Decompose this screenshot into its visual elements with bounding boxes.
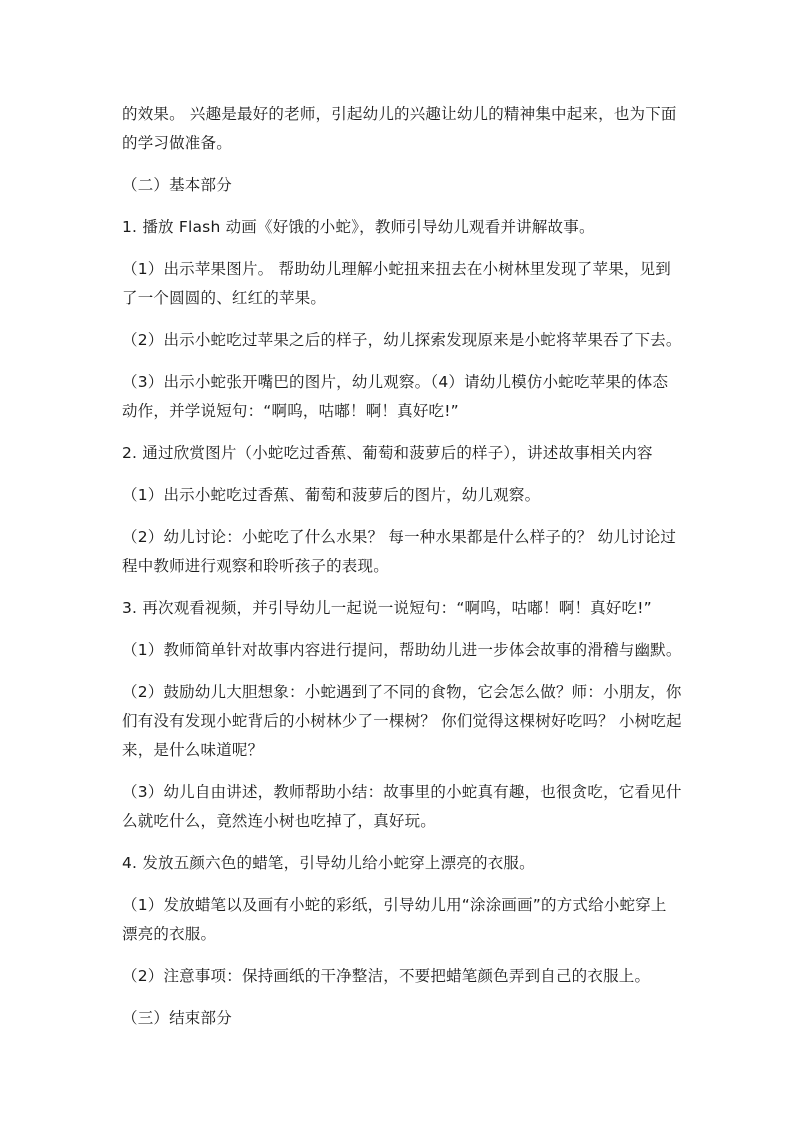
step-3-item-2: （2）鼓励幼儿大胆想象：小蛇遇到了不同的食物，它会怎么做？师：小朋友，你们有没有发现小蛇背后的小树林少了一棵树？ 你们觉得这棵树好吃吗？ 小树吃起来，是什么味道呢？ [122, 683, 682, 759]
step-1-heading: 1. 播放 Flash 动画《好饿的小蛇》，教师引导幼儿观看并讲解故事。 [122, 218, 595, 236]
step-3-heading: 3. 再次观看视频，并引导幼儿一起说一说短句：“啊呜，咕嘟！啊！真好吃!” [122, 599, 652, 617]
step-2-item-2: （2）幼儿讨论：小蛇吃了什么水果？ 每一种水果都是什么样子的？ 幼儿讨论过程中教师进行观察和聆听孩子的表现。 [122, 528, 677, 575]
step-4-heading: 4. 发放五颜六色的蜡笔，引导幼儿给小蛇穿上漂亮的衣服。 [122, 854, 535, 872]
section-heading-basic-part: （二）基本部分 [122, 176, 232, 194]
step-4-item-2: （2）注意事项：保持画纸的干净整洁，不要把蜡笔颜色弄到自己的衣服上。 [122, 967, 651, 985]
step-1-item-3-4: （3）出示小蛇张开嘴巴的图片，幼儿观察。（4）请幼儿模仿小蛇吃苹果的体态动作，并学说短句：“啊呜，咕嘟！啊！真好吃!” [122, 373, 669, 420]
step-2-item-1: （1）出示小蛇吃过香蕉、葡萄和菠萝后的图片，幼儿观察。 [122, 486, 541, 504]
step-3-item-3: （3）幼儿自由讲述，教师帮助小结：故事里的小蛇真有趣，也很贪吃，它看见什么就吃什么，竟然连小树也吃掉了，真好玩。 [122, 783, 682, 830]
step-1-item-2: （2）出示小蛇吃过苹果之后的样子，幼儿探索发现原来是小蛇将苹果吞了下去。 [122, 331, 682, 349]
section-heading-ending-part: （三）结束部分 [122, 1009, 232, 1027]
step-3-item-1: （1）教师简单针对故事内容进行提问，帮助幼儿进一步体会故事的滑稽与幽默。 [122, 641, 682, 659]
step-2-heading: 2. 通过欣赏图片（小蛇吃过香蕉、葡萄和菠萝后的样子），讲述故事相关内容 [122, 444, 653, 462]
document-body [122, 100, 682, 1046]
step-1-item-1: （1）出示苹果图片。 帮助幼儿理解小蛇扭来扭去在小树林里发现了苹果，见到了一个圆圆的、红红的苹果。 [122, 260, 671, 307]
step-4-item-1: （1）发放蜡笔以及画有小蛇的彩纸，引导幼儿用“涂涂画画”的方式给小蛇穿上漂亮的衣服。 [122, 896, 667, 943]
paragraph-intro-continued: 的效果。 兴趣是最好的老师，引起幼儿的兴趣让幼儿的精神集中起来，也为下面的学习做准备。 [122, 105, 677, 152]
